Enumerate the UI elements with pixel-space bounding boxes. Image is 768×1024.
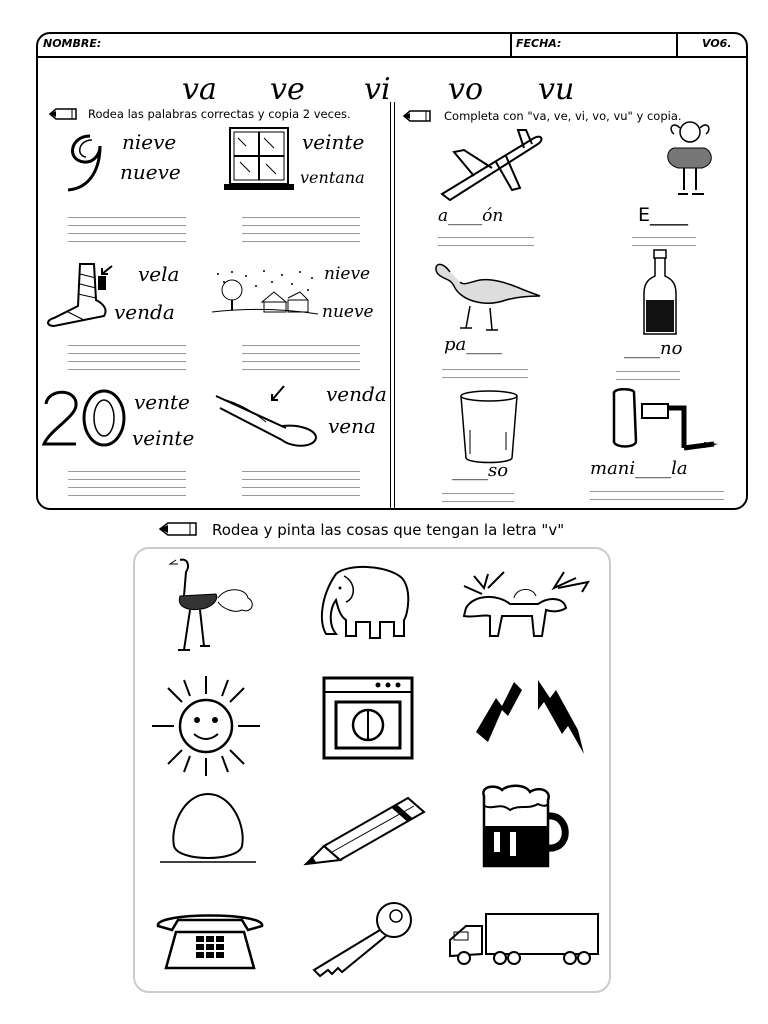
writing-lines[interactable] — [442, 486, 514, 502]
word-nueve-2[interactable]: nueve — [322, 302, 374, 322]
word-pavo[interactable]: pa____ — [444, 334, 503, 355]
word-venda-2[interactable]: venda — [326, 382, 387, 406]
bottom-instruction: Rodea y pinta las cosas que tengan la letra "v" — [212, 521, 565, 539]
telephone-picture[interactable] — [152, 906, 268, 976]
pencil-picture[interactable] — [304, 794, 428, 868]
lightning-picture[interactable] — [474, 676, 586, 758]
arm-vein-picture — [216, 386, 322, 452]
writing-lines[interactable] — [632, 230, 696, 246]
writing-lines[interactable] — [68, 210, 186, 242]
syllable-ve: ve — [270, 72, 305, 107]
word-ventana[interactable]: ventana — [300, 168, 365, 187]
window-picture — [224, 126, 294, 192]
word-manivela[interactable]: mani____la — [590, 458, 688, 479]
word-vente[interactable]: vente — [134, 390, 190, 414]
ostrich-picture[interactable] — [166, 556, 262, 656]
writing-lines[interactable] — [438, 230, 534, 246]
worksheet-code: VO6. — [702, 37, 732, 50]
beer-mug-picture[interactable] — [476, 786, 574, 872]
elephant-picture[interactable] — [316, 564, 414, 642]
top-worksheet — [36, 32, 748, 510]
syllable-vu: vu — [538, 72, 575, 107]
word-veinte[interactable]: veinte — [302, 130, 365, 154]
syllable-va: va — [182, 72, 217, 107]
header-bar — [38, 34, 746, 58]
writing-lines[interactable] — [616, 364, 680, 380]
writing-lines[interactable] — [242, 338, 360, 370]
writing-lines[interactable] — [68, 464, 186, 496]
word-veinte-2[interactable]: veinte — [132, 426, 195, 450]
crank-handle-picture — [610, 386, 726, 458]
left-instruction: Rodea las palabras correctas y copia 2 veces. — [88, 107, 351, 121]
word-avion[interactable]: a____ón — [438, 206, 504, 226]
girl-doll-picture — [658, 116, 718, 202]
bandaged-foot-picture — [44, 260, 124, 332]
washing-machine-picture[interactable] — [322, 676, 414, 760]
syllable-vo: vo — [448, 72, 484, 107]
word-nueve[interactable]: nueve — [120, 160, 181, 184]
word-nieve-2[interactable]: nieve — [324, 264, 371, 284]
pencil-icon — [158, 522, 204, 536]
number-twenty-picture — [40, 386, 130, 450]
word-vaso[interactable]: ____so — [452, 460, 509, 481]
sun-picture[interactable] — [150, 676, 262, 778]
word-eva[interactable]: E____ — [638, 204, 689, 226]
glass-picture — [458, 390, 520, 466]
key-picture[interactable] — [310, 900, 416, 980]
writing-lines[interactable] — [68, 338, 186, 370]
pencil-icon — [48, 108, 82, 120]
column-divider — [390, 102, 395, 510]
word-venda[interactable]: venda — [114, 300, 175, 324]
writing-lines[interactable] — [590, 484, 724, 500]
word-vena[interactable]: vena — [328, 414, 376, 438]
writing-lines[interactable] — [242, 210, 360, 242]
bottle-picture — [642, 250, 678, 338]
pencil-icon — [402, 110, 436, 122]
truck-picture[interactable] — [446, 910, 600, 966]
turkey-picture — [430, 256, 542, 332]
egg-picture[interactable] — [160, 790, 256, 866]
word-vela[interactable]: vela — [138, 262, 180, 286]
number-nine-picture — [60, 130, 114, 194]
word-nieve[interactable]: nieve — [122, 130, 177, 154]
snowy-landscape-picture — [212, 268, 318, 322]
right-instruction: Completa con "va, ve, vi, vo, vu" y copia. — [444, 109, 682, 123]
syllable-vi: vi — [364, 72, 391, 107]
fecha-label: FECHA: — [516, 37, 562, 50]
word-vino[interactable]: ____no — [624, 338, 683, 359]
writing-lines[interactable] — [242, 464, 360, 496]
airplane-picture — [434, 128, 546, 202]
nombre-label: NOMBRE: — [43, 37, 102, 50]
writing-lines[interactable] — [442, 362, 528, 378]
reindeer-picture[interactable] — [454, 568, 600, 640]
